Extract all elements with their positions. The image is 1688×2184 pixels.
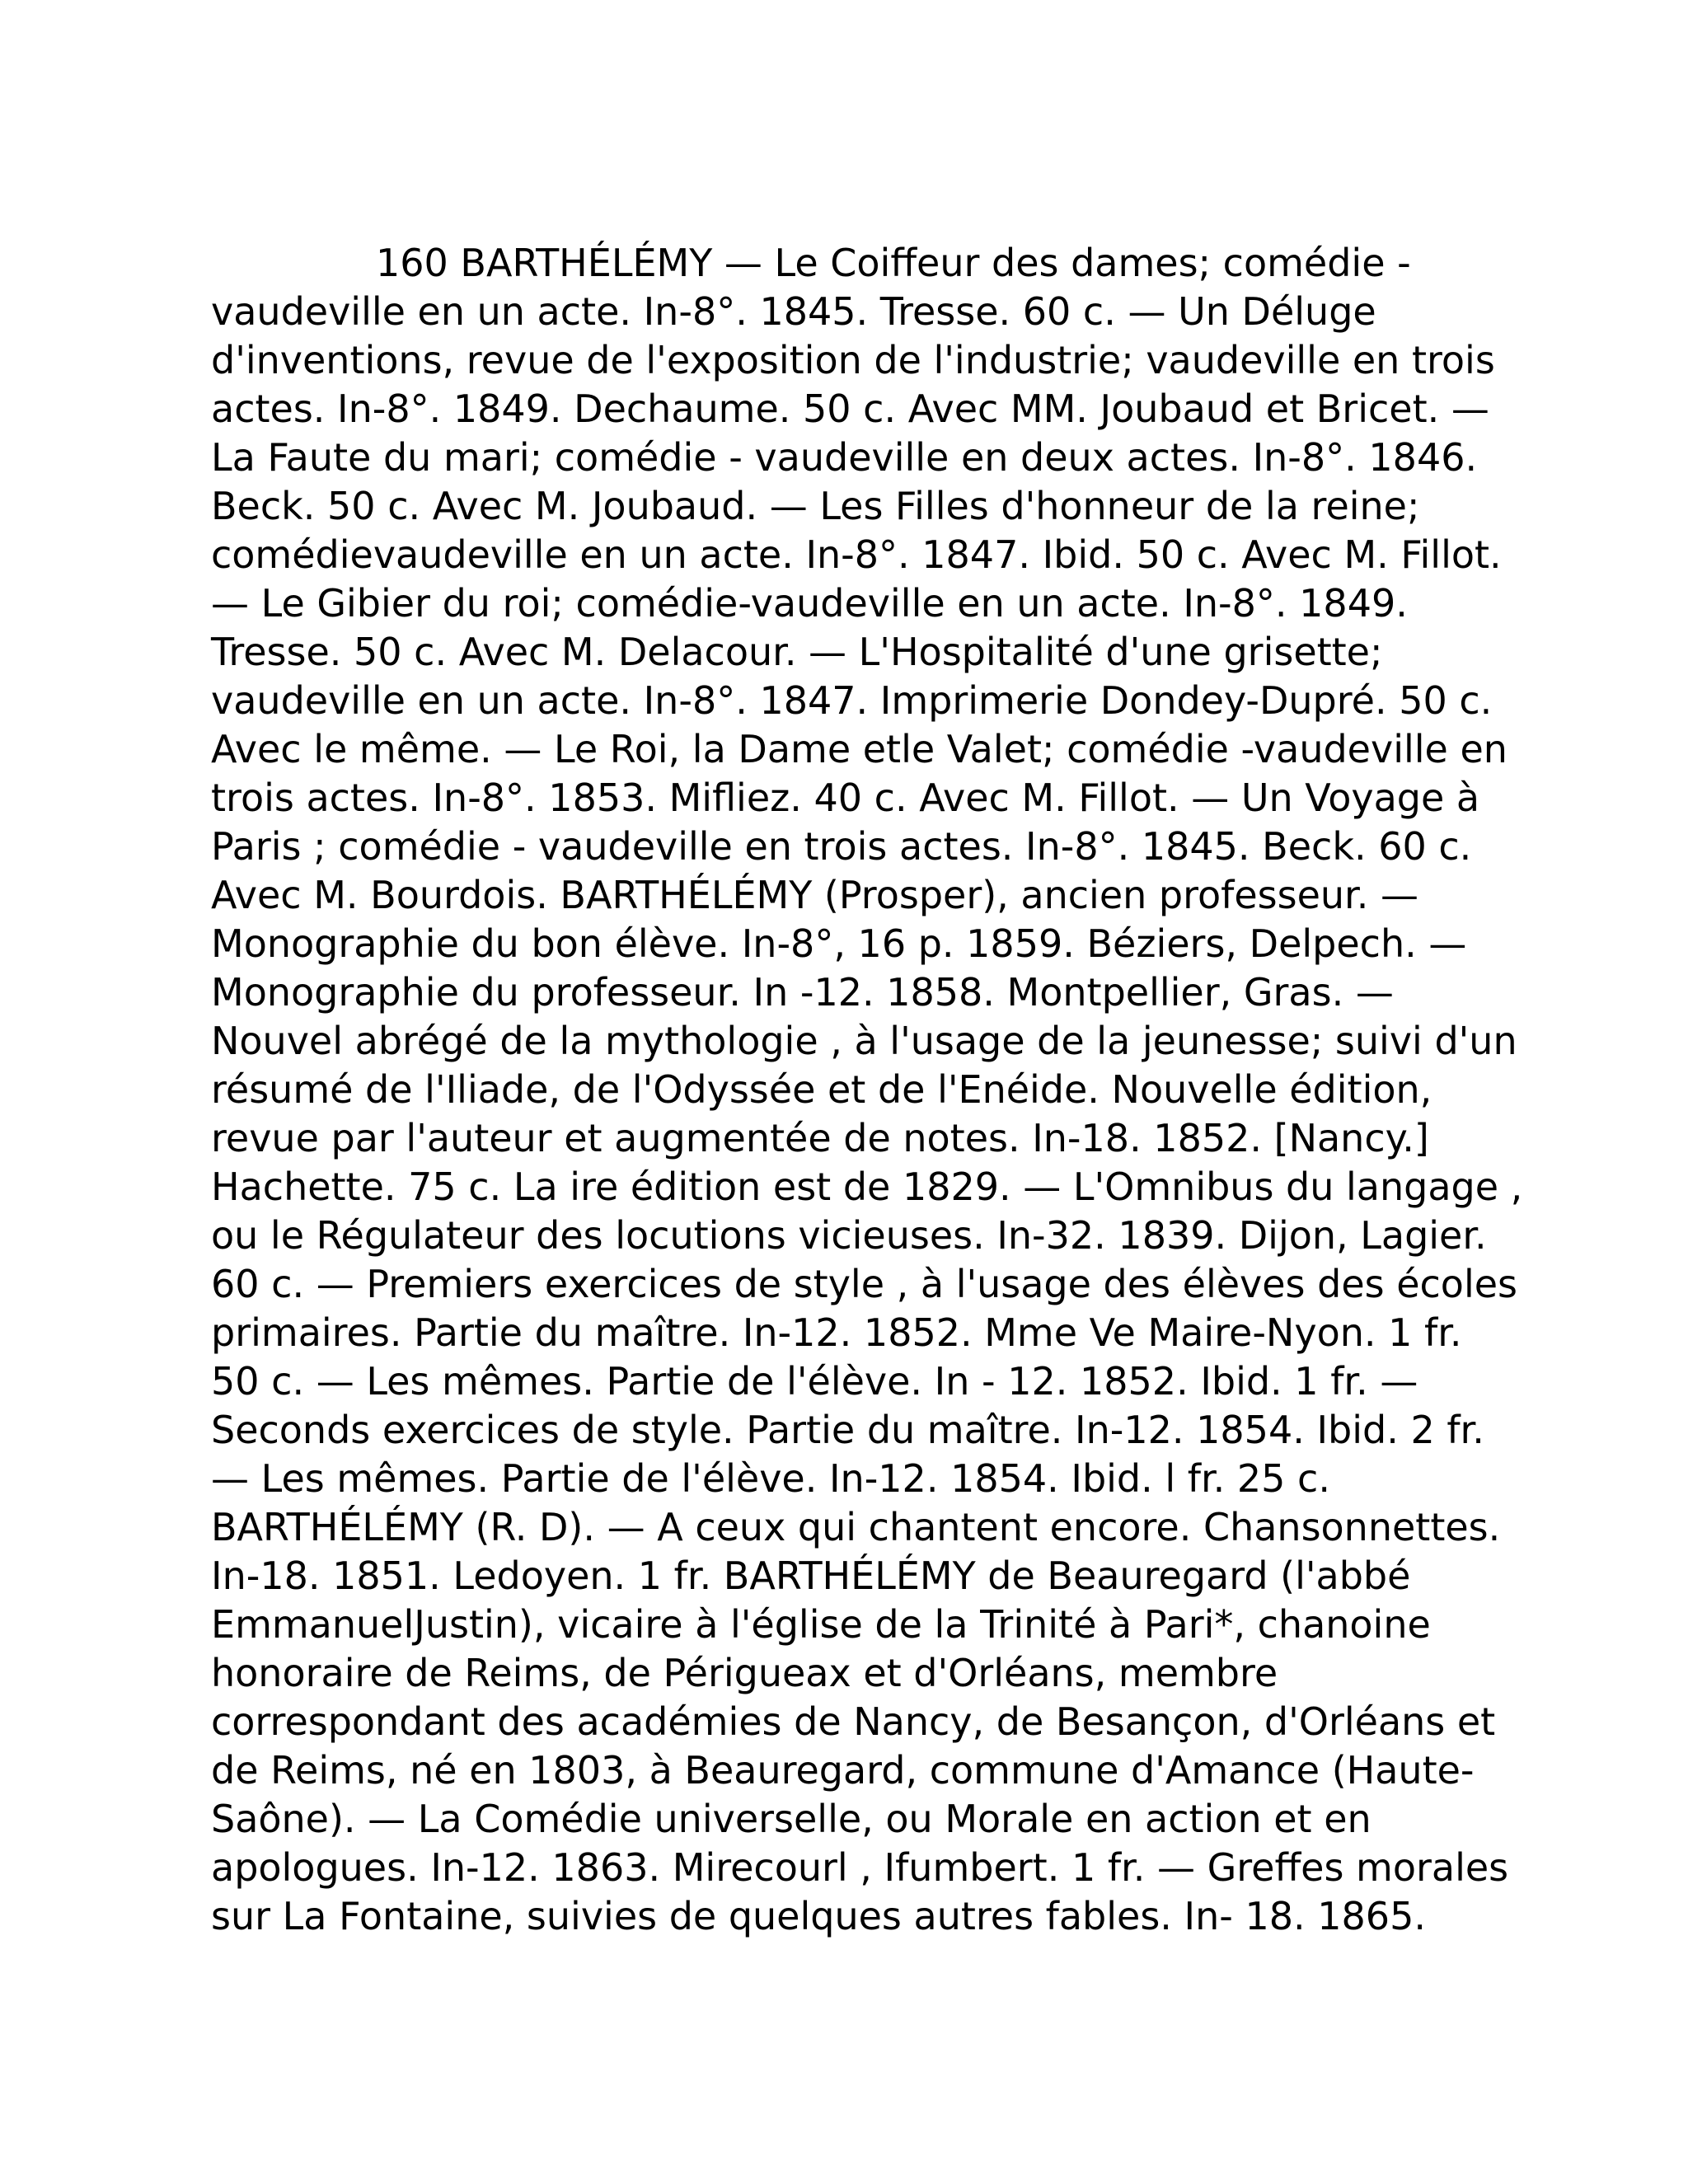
text-line: primaires. Partie du maître. In-12. 1852. Mme Ve Maire-Nyon. 1 fr. — [211, 1310, 1462, 1355]
body-paragraph — [211, 239, 1523, 1941]
text-line: trois actes. In-8°. 1853. Mifliez. 40 c. Avec M. Fillot. — Un Voyage à — [211, 776, 1480, 820]
text-line: vaudeville en un acte. In-8°. 1845. Tresse. 60 c. — Un Déluge — [211, 289, 1376, 334]
text-line: Saône). — La Comédie universelle, ou Morale en action et en — [211, 1797, 1372, 1841]
text-line: vaudeville en un acte. In-8°. 1847. Imprimerie Dondey-Dupré. 50 c. — [211, 678, 1493, 723]
text-line: résumé de l'Iliade, de l'Odyssée et de l'Enéide. Nouvelle édition, — [211, 1067, 1432, 1112]
text-line: EmmanuelJustin), vicaire à l'église de la Trinité à Pari*, chanoine — [211, 1602, 1431, 1647]
text-line: correspondant des académies de Nancy, de Besançon, d'Orléans et — [211, 1699, 1496, 1744]
text-line: Monographie du professeur. In -12. 1858. Montpellier, Gras. — — [211, 970, 1394, 1015]
text-line: — Les mêmes. Partie de l'élève. In-12. 1854. Ibid. l fr. 25 c. — [211, 1456, 1330, 1501]
text-line: sur La Fontaine, suivies de quelques autres fables. In- 18. 1865. — [211, 1894, 1426, 1938]
text-line: Nouvel abrégé de la mythologie , à l'usage de la jeunesse; suivi d'un — [211, 1019, 1517, 1063]
text-line: Monographie du bon élève. In-8°, 16 p. 1859. Béziers, Delpech. — — [211, 921, 1467, 966]
text-line: Avec M. Bourdois. BARTHÉLÉMY (Prosper), ancien professeur. — — [211, 873, 1418, 917]
text-line: apologues. In-12. 1863. Mirecourl , Ifumbert. 1 fr. — Greffes morales — [211, 1845, 1509, 1890]
text-line: La Faute du mari; comédie - vaudeville en deux actes. In-8°. 1846. — [211, 435, 1478, 480]
text-line: — Le Gibier du roi; comédie-vaudeville en un acte. In-8°. 1849. — [211, 581, 1408, 626]
text-line: honoraire de Reims, de Périgueax et d'Orléans, membre — [211, 1651, 1278, 1695]
text-line: 50 c. — Les mêmes. Partie de l'élève. In - 12. 1852. Ibid. 1 fr. — — [211, 1359, 1418, 1404]
text-line: Paris ; comédie - vaudeville en trois actes. In-8°. 1845. Beck. 60 c. — [211, 824, 1472, 869]
text-line: comédievaudeville en un acte. In-8°. 1847. Ibid. 50 c. Avec M. Fillot. — [211, 532, 1502, 577]
text-line: Seconds exercices de style. Partie du maître. In-12. 1854. Ibid. 2 fr. — [211, 1408, 1484, 1452]
text-line: d'inventions, revue de l'exposition de l'industrie; vaudeville en trois — [211, 338, 1495, 382]
text-line: Avec le même. — Le Roi, la Dame etle Valet; comédie -vaudeville en — [211, 727, 1507, 771]
text-line: actes. In-8°. 1849. Dechaume. 50 c. Avec MM. Joubaud et Bricet. — — [211, 387, 1489, 431]
text-line: ou le Régulateur des locutions vicieuses. In-32. 1839. Dijon, Lagier. — [211, 1213, 1487, 1258]
text-line: 60 c. — Premiers exercices de style , à l'usage des élèves des écoles — [211, 1262, 1518, 1306]
text-line: In-18. 1851. Ledoyen. 1 fr. BARTHÉLÉMY de Beauregard (l'abbé — [211, 1554, 1411, 1598]
text-line: de Reims, né en 1803, à Beauregard, commune d'Amance (Haute- — [211, 1748, 1475, 1793]
text-line: BARTHÉLÉMY (R. D). — A ceux qui chantent encore. Chansonnettes. — [211, 1505, 1501, 1549]
text-line: revue par l'auteur et augmentée de notes. In-18. 1852. [Nancy.] — [211, 1116, 1429, 1160]
text-line: Beck. 50 c. Avec M. Joubaud. — Les Filles d'honneur de la reine; — [211, 484, 1420, 528]
text-line: 160 BARTHÉLÉMY — Le Coiffeur des dames; comédie - — [376, 241, 1411, 285]
text-line: Tresse. 50 c. Avec M. Delacour. — L'Hospitalité d'une grisette; — [211, 630, 1383, 674]
text-line: Hachette. 75 c. La ire édition est de 1829. — L'Omnibus du langage , — [211, 1165, 1523, 1209]
